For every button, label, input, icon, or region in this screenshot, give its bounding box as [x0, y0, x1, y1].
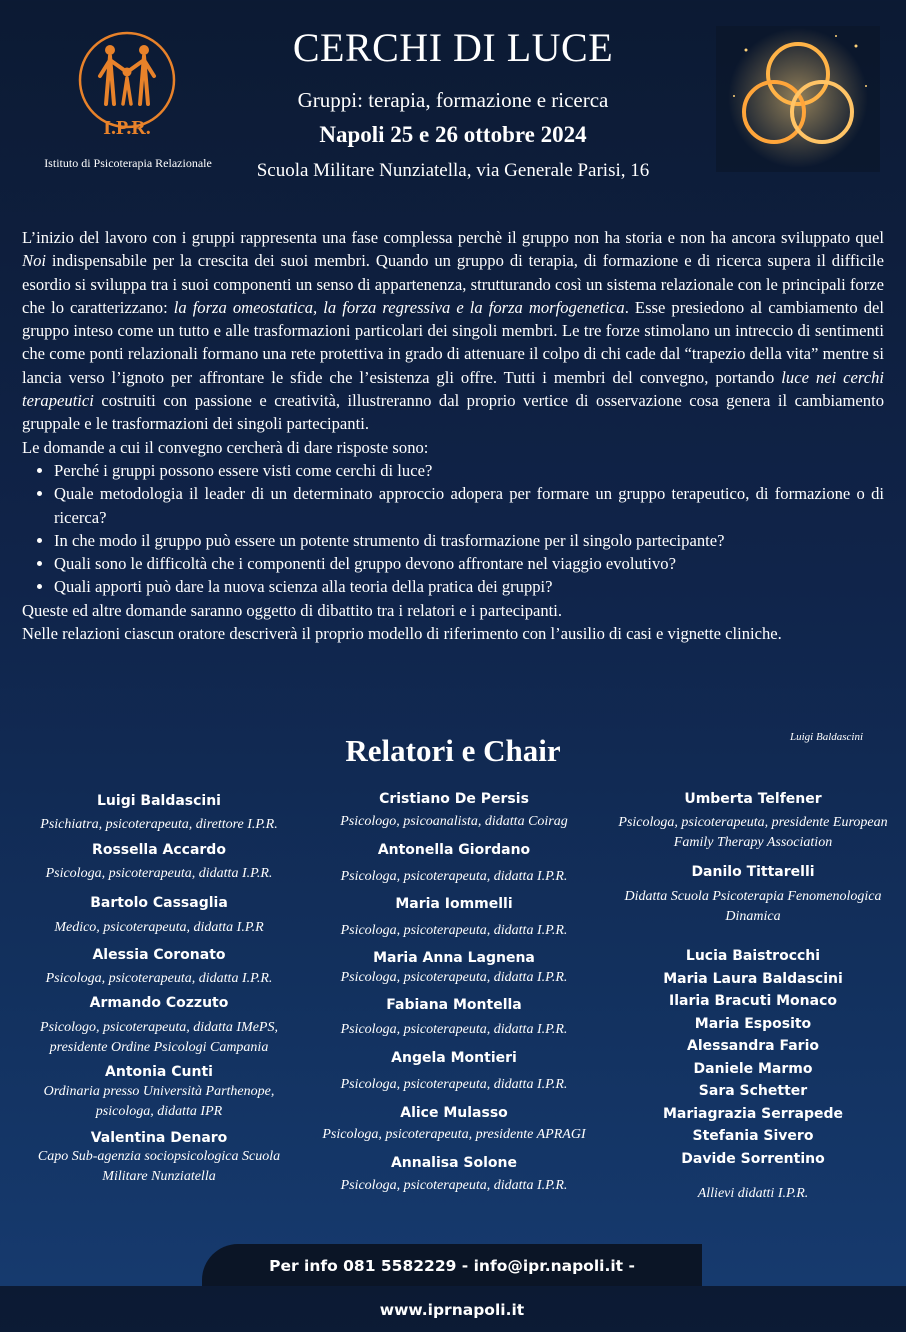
closing-line: Nelle relazioni ciascun oratore descriverà il proprio modello di riferimento con l’ausilio di casi e vignette cliniche. [22, 624, 782, 644]
speakers-heading: Relatori e Chair [345, 733, 561, 768]
light-rings-icon [716, 26, 880, 172]
speaker-role: Psicologa, psicoterapeuta, didatta I.P.R. [340, 1022, 568, 1037]
intro-text [22, 226, 884, 645]
student-name: Maria Esposito [694, 1015, 812, 1032]
question-item: • Quali sono le difficoltà che i componenti del gruppo devono affrontare nel viaggio evolutivo? [54, 552, 884, 575]
closing-line: Queste ed altre domande saranno oggetto di dibattito tra i relatori e i partecipanti. [22, 600, 563, 620]
questions-list [22, 459, 884, 599]
speaker-name: Maria Iommelli [395, 896, 513, 912]
logo-caption: Istituto di Psicoterapia Relazionale [44, 156, 212, 170]
speakers-column-3 [610, 785, 896, 1204]
speaker-role: Psicologa, psicoterapeuta, didatta I.P.R. [340, 869, 568, 884]
student-name: Stefania Sivero [692, 1128, 814, 1144]
speaker-role: Ordinaria presso Università Parthenope, psicologa, didatta IPR [43, 1084, 275, 1119]
student-name: Alessandra Fario [687, 1038, 819, 1054]
speaker-role: Didatta Scuola Psicoterapia Fenomenologica Dinamica [624, 889, 882, 924]
student-name: Ilaria Bracuti Monaco [668, 993, 837, 1009]
speaker-role: Psicologa, psicoterapeuta, didatta I.P.R. [340, 1077, 568, 1092]
speaker-name: Danilo Tittarelli [691, 864, 815, 880]
speaker-role: Psicologo, psicoterapeuta, didatta IMePS, presidente Ordine Psicologi Campania [40, 1020, 278, 1055]
event-subtitle: Gruppi: terapia, formazione e ricerca [297, 88, 609, 112]
speaker-role: Psichiatra, psicoterapeuta, direttore I.P.R. [40, 817, 278, 832]
speakers-column-2 [306, 785, 602, 1196]
speaker-role: Psicologa, psicoterapeuta, didatta I.P.R. [45, 866, 273, 881]
svg-text:I.P.R.: I.P.R. [103, 117, 151, 139]
student-name: Davide Sorrentino [681, 1150, 825, 1167]
speaker-name: Rossella Accardo [92, 842, 226, 858]
speaker-name: Antonia Cunti [105, 1064, 213, 1080]
speaker-role: Psicologa, psicoterapeuta, didatta I.P.R. [45, 971, 273, 986]
event-venue: Scuola Militare Nunziatella, via Generale Parisi, 16 [256, 160, 650, 181]
speaker-role: Psicologa, psicoterapeuta, didatta I.P.R. [340, 923, 568, 938]
speaker-name: Alessia Coronato [92, 947, 226, 963]
speaker-role: Psicologa, psicoterapeuta, presidente APRAGI [322, 1127, 586, 1142]
student-name: Sara Schetter [698, 1083, 808, 1099]
speaker-name: Bartolo Cassaglia [90, 895, 228, 911]
speaker-role: Psicologa, psicoterapeuta, didatta I.P.R. [340, 1178, 568, 1193]
speaker-role: Psicologa, psicoterapeuta, didatta I.P.R. [340, 970, 568, 985]
question-item: • Quale metodologia il leader di un determinato approccio adopera per formare un gruppo terapeutico, di formazione o di ricerca? [54, 482, 884, 529]
speaker-name: Antonella Giordano [377, 842, 531, 858]
speaker-role: Capo Sub-agenzia sociopsicologica Scuola Militare Nunziatella [37, 1149, 281, 1184]
students-role: Allievi didatti I.P.R. [697, 1186, 809, 1201]
student-name: Mariagrazia Serrapede [662, 1105, 844, 1122]
light-circles-image [716, 26, 880, 172]
speaker-role: Medico, psicoterapeuta, didatta I.P.R [54, 920, 264, 935]
ipr-logo [70, 26, 184, 144]
question-item: • Perché i gruppi possono essere visti come cerchi di luce? [54, 459, 884, 482]
speakers-column-1 [14, 785, 304, 1187]
speaker-name: Maria Anna Lagnena [373, 950, 535, 966]
speaker-role: Psicologa, psicoterapeuta, presidente European Family Therapy Association [618, 815, 888, 850]
student-name: Maria Laura Baldascini [663, 970, 843, 987]
ipr-logo-icon [70, 26, 184, 144]
intro-paragraph: L’inizio del lavoro con i gruppi rappresenta una fase complessa perchè il gruppo non ha storia e non ha ancora sviluppato quel Noi indispensabile per la crescita dei suoi membri. Quando un gruppo di terapia, di formazione e di ricerca supera il difficile esordio si sviluppa tra i suoi componenti un senso di appartenenza, strutturando così un sistema relazionale con le principali forze che lo caratterizzano: la forza omeostatica, la forza regressiva e la forza morfogenetica. Esse presiedono al cambiamento del gruppo inteso come un tutto e alle trasformazioni particolari dei singoli membri. Le tre forze stimolano un intreccio di sentimenti che come ponti relazionali formano una rete protettiva in grado di attenuare il colpo di chi cade dal “trapezio della vita” mentre si lancia verso l’ignoto per affrontare le sfide che l’esistenza gli offre. Tutti i membri del convegno, portando luce nei cerchi terapeutici costruiti con passione e creatività, illustreranno dal proprio vertice di osservazione cosa genera il cambiamento gruppale e le trasformazioni dei singoli partecipanti. [22, 228, 884, 434]
speaker-role: Psicologo, psicoanalista, didatta Coirag [340, 814, 568, 829]
event-dates: Napoli 25 e 26 ottobre 2024 [319, 122, 587, 147]
speaker-name: Luigi Baldascini [97, 793, 221, 809]
question-item: • Quali apporti può dare la nuova scienza alla teoria della pratica dei gruppi? [54, 575, 884, 598]
speaker-name: Annalisa Solone [390, 1155, 518, 1171]
speaker-name: Cristiano De Persis [379, 791, 529, 807]
signature: Luigi Baldascini [790, 731, 864, 743]
speaker-name: Alice Mulasso [400, 1105, 508, 1121]
speaker-name: Fabiana Montella [386, 997, 522, 1013]
questions-intro: Le domande a cui il convegno cercherà di dare risposte sono: [22, 437, 429, 457]
speaker-name: Angela Montieri [391, 1050, 517, 1066]
event-title: CERCHI DI LUCE [292, 25, 614, 70]
speaker-name: Armando Cozzuto [89, 995, 229, 1011]
question-item: • In che modo il gruppo può essere un potente strumento di trasformazione per il singolo partecipante? [54, 529, 884, 552]
student-name: Lucia Baistrocchi [685, 948, 821, 964]
contact-footer: Per info 081 5582229 - info@ipr.napoli.it - www.iprnapoli.it [202, 1244, 702, 1286]
speaker-name: Umberta Telfener [684, 791, 822, 807]
speaker-name: Valentina Denaro [90, 1130, 228, 1146]
student-name: Daniele Marmo [693, 1060, 813, 1077]
